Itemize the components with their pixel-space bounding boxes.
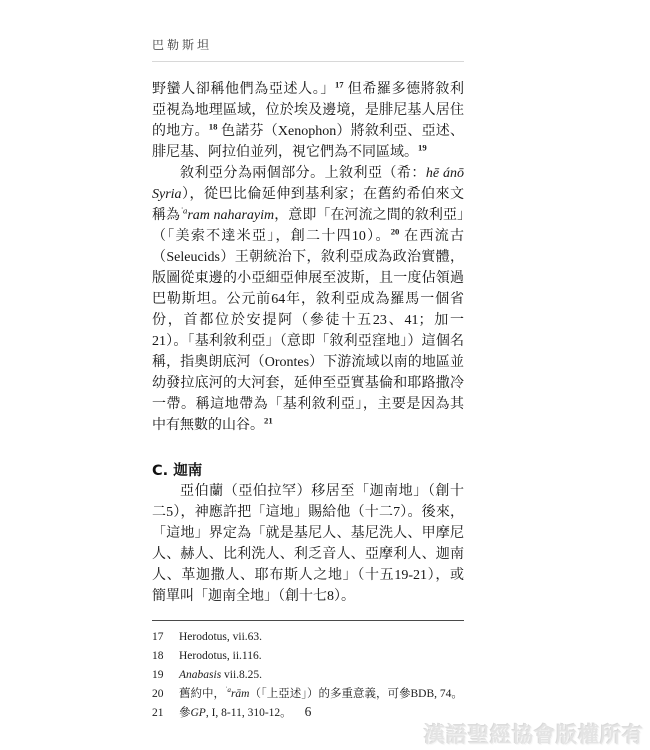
footnote-text xyxy=(179,685,464,704)
header-divider xyxy=(152,61,464,62)
text-run-sup: 17 xyxy=(334,79,344,90)
text-run: ，意即「在河流之間的敘利亞」（「美索不達米亞」，創二十四10）。 xyxy=(152,208,465,244)
paragraph xyxy=(152,481,464,607)
copyright-watermark: 漢語聖經協會版權所有 xyxy=(424,723,644,747)
text-run: （「上亞述」）的多重意義，可參BDB, 74。 xyxy=(249,688,463,700)
running-head: 巴勒斯坦 xyxy=(152,38,213,52)
text-run: 但希羅多德將敘利亞視為地理區域，位於埃及邊境，是腓尼基人居住的地方。 xyxy=(152,82,465,139)
text-run-sup: 20 xyxy=(390,226,400,237)
text-run: Herodotus, vii.63. xyxy=(179,631,263,643)
footnote-row xyxy=(152,666,464,685)
section-paragraphs xyxy=(152,481,464,607)
footnote-number: 18 xyxy=(152,650,164,662)
footnote-divider xyxy=(152,620,464,621)
footnote-number: 21 xyxy=(152,707,164,719)
text-run-italic: Anabasis xyxy=(179,669,222,681)
text-run-italic: rām xyxy=(230,688,250,700)
paragraph xyxy=(152,79,464,163)
footnote-number: 17 xyxy=(152,631,164,643)
text-run: 色諾芬（Xenophon）將敘利亞、亞述、腓尼基、阿拉伯並列，視它們為不同區域。 xyxy=(152,124,464,160)
footnote-row xyxy=(152,647,464,666)
text-run-sup: 18 xyxy=(208,121,218,132)
text-run: ），從巴比倫延伸到基利家；在舊約希伯來文稱為 xyxy=(152,187,464,223)
text-run: 亞伯蘭（亞伯拉罕）移居至「迦南地」（創十二5），神應許把「這地」賜給他（十二7）。後來，「這地」界定為「就是基尼人、基尼洗人、甲摩尼人、赫人、比利洗人、利乏音人、亞摩利人、迦南人、革迦撒人、耶布斯人之地」（十五19-21），或簡單叫「迦南全地」（創十七8）。 xyxy=(152,484,464,604)
page-number: 6 xyxy=(304,704,312,719)
text-run-sup: 19 xyxy=(418,142,427,153)
paragraph xyxy=(152,163,464,436)
text-run-italic: hē ánō Syria xyxy=(152,166,465,202)
footnote-text xyxy=(179,647,464,666)
text-run-sup-italic: ʾa xyxy=(225,686,231,695)
text-run-italic: GP xyxy=(190,707,206,719)
text-run: 敘利亞分為兩個部分。上敘利亞（希： xyxy=(180,166,426,181)
text-run: 舊約中， xyxy=(179,688,225,700)
text-run: Herodotus, ii.116. xyxy=(179,650,262,662)
text-run: , I, 8-11, 310-12。 xyxy=(205,707,292,719)
text-run: 野蠻人卻稱他們為亞述人。」 xyxy=(152,82,335,97)
section-heading: C. 迦南 xyxy=(152,463,203,479)
text-run: 在西流古（Seleucids）王朝統治下，敘利亞成為政治實體，版圖從東邊的小亞細亞伸展至波斯，且一度佔領過巴勒斯坦。公元前64年，敘利亞成為羅馬一個省份，首都位於安提阿（參徒十五23、41；加一21）。「基利敘利亞」（意即「敘利亞窪地」）這個名稱，指奧朗底河（Orontes）下游流域以南的地區並幼發拉底河的大河套，延伸至亞實基倫和耶路撒冷一帶。稱這地帶為「基利敘利亞」，主要是因為其中有無數的山谷。 xyxy=(152,229,465,433)
footnote-text xyxy=(179,628,464,647)
text-column xyxy=(152,36,464,723)
text-run-italic: ram naharayim xyxy=(187,208,275,223)
footnote-text xyxy=(179,666,464,685)
footnote-row xyxy=(152,628,464,647)
text-run-sup-italic: ʾa xyxy=(180,205,188,216)
footnote-number: 19 xyxy=(152,669,164,681)
text-run: vii.8.25. xyxy=(221,669,263,681)
text-run: 參 xyxy=(179,707,191,719)
footnote-row xyxy=(152,685,464,704)
text-run-sup: 21 xyxy=(264,415,273,426)
footnote-number: 20 xyxy=(152,688,164,700)
body-paragraphs xyxy=(152,79,464,436)
